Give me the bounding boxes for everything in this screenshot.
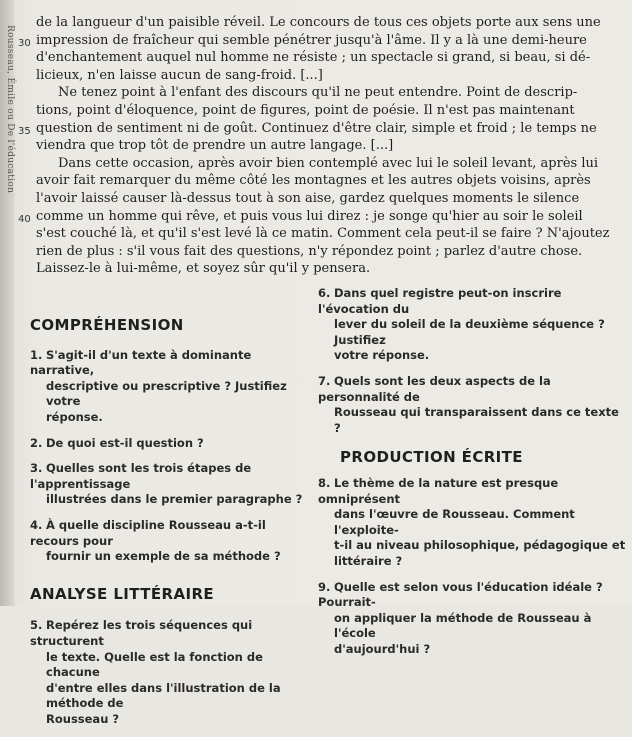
question-number: 3. bbox=[30, 461, 43, 476]
line-number: 30 bbox=[18, 37, 31, 49]
question-number: 1. bbox=[30, 347, 43, 362]
question-number: 6. bbox=[318, 286, 331, 300]
question-number: 7. bbox=[318, 373, 331, 388]
passage-line-text: tions, point d'éloquence, point de figures, point de poésie. Il n'est pas maintenant bbox=[36, 102, 575, 118]
question-text-line: littéraire ? bbox=[334, 553, 403, 568]
passage-line-text: rien de plus : s'il vous fait des questions, n'y répondez point ; parlez d'autre chose. bbox=[36, 243, 583, 259]
spine-title: Rousseau, Émile ou De l'éducation bbox=[5, 25, 15, 194]
question-text-line: lever du soleil de la deuxième séquence ? Justifiez bbox=[334, 317, 605, 347]
question-text-line: Quels sont les deux aspects de la personnalité de bbox=[318, 373, 551, 404]
question-6 bbox=[318, 286, 628, 364]
question-number: 5. bbox=[30, 618, 43, 633]
passage-line bbox=[22, 84, 620, 102]
passage-line bbox=[22, 137, 620, 155]
question-text-line: réponse. bbox=[46, 409, 103, 424]
question-text-line: Le thème de la nature est presque omniprésent bbox=[318, 475, 559, 506]
question-1 bbox=[30, 348, 315, 426]
literary-passage bbox=[18, 14, 620, 278]
question-text-line: S'agit-il d'un texte à dominante narrative, bbox=[30, 347, 252, 378]
passage-line-text: l'avoir laissé causer là-dessus tout à son aise, gardez quelques moments le silence bbox=[36, 190, 580, 206]
passage-line-text: Laissez-le à lui-même, et soyez sûr qu'il y pensera. bbox=[36, 261, 371, 277]
passage-line bbox=[22, 155, 620, 173]
question-text-line: descriptive ou prescriptive ? Justifiez votre bbox=[46, 378, 287, 409]
passage-line bbox=[22, 260, 620, 278]
passage-line bbox=[22, 225, 620, 243]
question-text-line: le texte. Quelle est la fonction de chacune bbox=[46, 649, 263, 680]
question-text-line: Rousseau qui transparaissent dans ce texte ? bbox=[334, 405, 619, 435]
question-text-line: d'aujourd'hui ? bbox=[334, 641, 431, 656]
question-4 bbox=[30, 518, 315, 565]
question-text-line: on appliquer la méthode de Rousseau à l'école bbox=[334, 610, 592, 641]
passage-line bbox=[18, 32, 620, 50]
line-number: 40 bbox=[18, 213, 31, 225]
questions-left-column bbox=[30, 318, 315, 737]
question-text-line: Repérez les trois séquences qui structurent bbox=[30, 618, 253, 648]
question-number: 4. bbox=[30, 517, 43, 532]
question-text-line: fournir un exemple de sa méthode ? bbox=[46, 549, 281, 564]
book-spine bbox=[0, 0, 14, 606]
heading-production-ecrite: PRODUCTION ÉCRITE bbox=[340, 448, 523, 467]
passage-line bbox=[22, 243, 620, 261]
passage-line-text: s'est couché là, et qu'il s'est levé là ce matin. Comment cela peut-il se faire ? N'ajoutez bbox=[36, 226, 610, 242]
question-text-line: Rousseau ? bbox=[46, 711, 120, 726]
question-3 bbox=[30, 461, 315, 508]
question-text-line: t-il au niveau philosophique, pédagogique et bbox=[334, 538, 626, 553]
heading-comprehension: COMPRÉHENSION bbox=[30, 316, 184, 334]
question-text-line: dans l'œuvre de Rousseau. Comment l'exploite- bbox=[334, 507, 575, 537]
passage-line-text: impression de fraîcheur qui semble pénétrer jusqu'à l'âme. Il y a là une demi-heure bbox=[36, 32, 587, 48]
question-number: 2. bbox=[30, 435, 43, 450]
passage-line-text: comme un homme qui rêve, et puis vous lui direz : je songe qu'hier au soir le soleil bbox=[36, 208, 583, 224]
passage-line bbox=[22, 67, 620, 85]
questions-right-column bbox=[318, 286, 628, 667]
passage-line bbox=[22, 190, 620, 208]
passage-line-text: d'enchantement auquel nul homme ne résiste ; un spectacle si grand, si beau, si dé- bbox=[36, 50, 591, 66]
question-text-line: Quelle est selon vous l'éducation idéale ? Pourrait- bbox=[318, 579, 603, 610]
heading-analyse-litteraire: ANALYSE LITTÉRAIRE bbox=[30, 584, 215, 603]
passage-line-text: Dans cette occasion, après avoir bien contemplé avec lui le soleil levant, après lui bbox=[58, 155, 599, 171]
question-5 bbox=[30, 618, 315, 727]
question-number: 8. bbox=[318, 475, 331, 490]
question-7 bbox=[318, 374, 628, 436]
question-text-line: illustrées dans le premier paragraphe ? bbox=[46, 492, 303, 507]
passage-line-text: question de sentiment ni de goût. Continuez d'être clair, simple et froid ; le temps ne bbox=[36, 120, 597, 136]
passage-line bbox=[22, 49, 620, 67]
question-9 bbox=[318, 580, 628, 658]
question-text-line: votre réponse. bbox=[334, 348, 430, 363]
question-number: 9. bbox=[318, 579, 331, 594]
passage-line-text: Ne tenez point à l'enfant des discours qu'il ne peut entendre. Point de descrip- bbox=[58, 85, 578, 101]
passage-line bbox=[18, 120, 620, 138]
passage-line bbox=[22, 14, 620, 32]
passage-line bbox=[22, 102, 620, 120]
line-number: 35 bbox=[18, 125, 31, 137]
passage-line bbox=[22, 172, 620, 190]
question-text-line: À quelle discipline Rousseau a-t-il recours pour bbox=[30, 517, 266, 548]
question-text-line: Dans quel registre peut-on inscrire l'évocation du bbox=[318, 286, 562, 316]
question-text-line: Quelles sont les trois étapes de l'apprentissage bbox=[30, 461, 252, 491]
question-text-line: d'entre elles dans l'illustration de la méthode de bbox=[46, 680, 281, 711]
passage-line bbox=[18, 208, 620, 226]
passage-line-text: licieux, n'en laisse aucun de sang-froid. [...] bbox=[36, 67, 323, 83]
question-8 bbox=[318, 476, 628, 570]
passage-line-text: avoir fait remarquer du même côté les montagnes et les autres objets voisins, après bbox=[36, 173, 591, 189]
question-2 bbox=[30, 436, 315, 452]
passage-line-text: de la langueur d'un paisible réveil. Le concours de tous ces objets porte aux sens une bbox=[36, 15, 601, 30]
question-text-line: De quoi est-il question ? bbox=[46, 435, 204, 450]
passage-line-text: viendra que trop tôt de prendre un autre langage. [...] bbox=[36, 138, 394, 154]
